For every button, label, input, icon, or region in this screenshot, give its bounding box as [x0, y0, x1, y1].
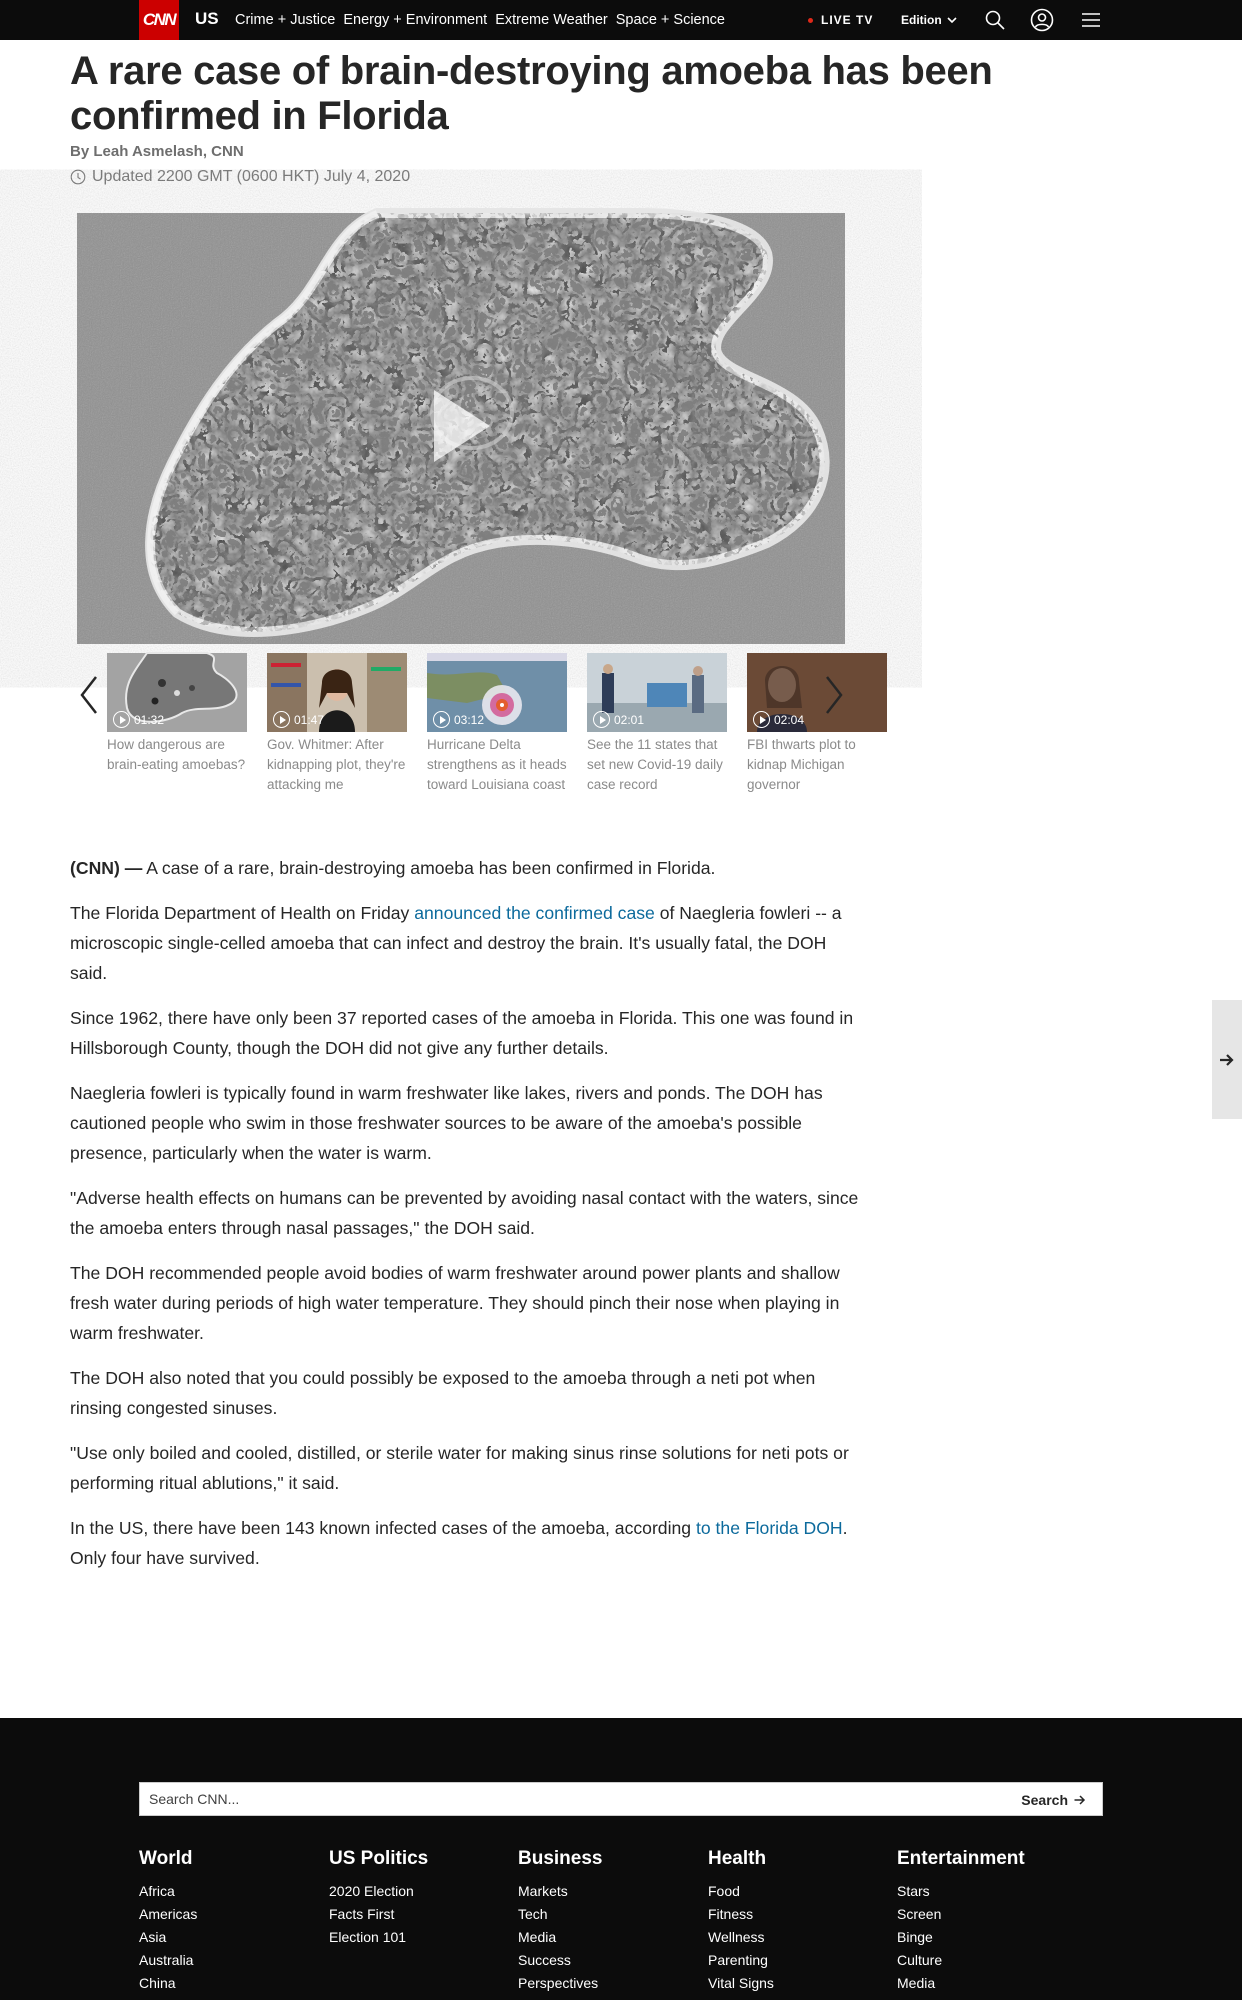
footer-link[interactable]: Culture	[897, 1952, 943, 1968]
clock-icon	[70, 169, 86, 185]
next-article-tab[interactable]	[1212, 1000, 1242, 1119]
footer-link[interactable]: Americas	[139, 1906, 198, 1922]
byline: By Leah Asmelash, CNN	[70, 143, 244, 160]
florida-doh-link[interactable]: to the Florida DOH	[695, 1518, 843, 1538]
live-tv-link[interactable]	[808, 13, 873, 27]
footer-column-us-politics	[329, 1848, 509, 1949]
article-body	[70, 853, 860, 1588]
duration-text: 03:12	[454, 712, 485, 727]
carousel-caption: Gov. Whitmer: After kidnapping plot, they're attacking me	[267, 737, 406, 792]
nav-link-energy-environment[interactable]: Energy + Environment	[343, 12, 488, 28]
footer-link[interactable]: Facts First	[329, 1906, 395, 1922]
play-circle-icon	[433, 711, 450, 728]
carousel-caption: Hurricane Delta strengthens as it heads toward Louisiana coast	[427, 737, 567, 792]
carousel-caption: How dangerous are brain-eating amoebas?	[107, 737, 246, 772]
duration-text: 01:32	[134, 712, 165, 727]
carousel-item[interactable]	[267, 653, 407, 795]
carousel-next-arrow-icon[interactable]	[819, 673, 849, 717]
thumbnail-fbi	[747, 653, 887, 732]
thumbnail-hurricane	[427, 653, 567, 732]
duration-badge	[113, 711, 164, 728]
edition-label: Edition	[901, 13, 942, 27]
arrow-right-icon	[1074, 1795, 1086, 1805]
footer-link[interactable]: 2020 Election	[329, 1883, 414, 1899]
footer-column-title[interactable]: Business	[518, 1848, 603, 1869]
page-title: A rare case of brain-destroying amoeba has been confirmed in Florida	[70, 49, 993, 138]
nav-link-extreme-weather[interactable]: Extreme Weather	[495, 12, 608, 28]
nav-link-crime-justice[interactable]: Crime + Justice	[235, 12, 336, 28]
paragraph-text: A case of a rare, brain-destroying amoeba has been confirmed in Florida.	[142, 858, 716, 878]
duration-badge	[433, 711, 484, 728]
footer-link[interactable]: Asia	[139, 1929, 167, 1945]
duration-text: 02:01	[614, 712, 645, 727]
play-icon[interactable]	[432, 388, 492, 464]
duration-badge	[273, 711, 324, 728]
footer-link[interactable]: Tech	[518, 1906, 548, 1922]
footer-column-world	[139, 1848, 319, 1995]
paragraph: The DOH also noted that you could possibly be exposed to the amoeba through a neti pot when rinsing congested sinuses.	[70, 1368, 816, 1418]
footer-column-entertainment	[897, 1848, 1077, 1995]
duration-badge	[593, 711, 644, 728]
footer-column-title[interactable]: Health	[708, 1848, 767, 1869]
search-icon[interactable]	[983, 8, 1007, 32]
carousel-caption: FBI thwarts plot to kidnap Michigan governor	[747, 737, 856, 792]
footer-link[interactable]: Vital Signs	[708, 1975, 774, 1991]
footer	[0, 1718, 1242, 2000]
source-label: (CNN) —	[70, 858, 143, 878]
footer-column-title[interactable]: US Politics	[329, 1848, 429, 1869]
carousel-caption: See the 11 states that set new Covid-19 daily case record	[587, 737, 723, 792]
menu-icon[interactable]	[1079, 8, 1103, 32]
footer-column-title[interactable]: Entertainment	[897, 1848, 1025, 1869]
footer-column-business	[518, 1848, 698, 1995]
paragraph-text: . Only four have survived.	[70, 1518, 848, 1568]
paragraph: The DOH recommended people avoid bodies of warm freshwater around power plants and shallow fresh water during periods of high water temperature. They should pinch their nose when playing in warm freshwater.	[70, 1263, 840, 1343]
nav-link-space-science[interactable]: Space + Science	[615, 12, 725, 28]
duration-text: 01:47	[294, 712, 325, 727]
account-icon[interactable]	[1030, 8, 1054, 32]
video-player[interactable]	[77, 213, 845, 644]
play-circle-icon	[113, 711, 130, 728]
updated-text: Updated 2200 GMT (0600 HKT) July 4, 2020	[92, 168, 411, 185]
updated-timestamp	[70, 168, 410, 186]
chevron-down-icon	[947, 16, 957, 24]
duration-badge	[753, 711, 804, 728]
footer-column-title[interactable]: World	[139, 1848, 193, 1869]
cnn-logo-text: CNN	[142, 10, 176, 29]
carousel-item[interactable]	[747, 653, 887, 795]
footer-column-health	[708, 1848, 888, 1995]
footer-link[interactable]: Markets	[518, 1883, 568, 1899]
footer-link[interactable]: Australia	[139, 1952, 194, 1968]
footer-link[interactable]: Binge	[897, 1929, 933, 1945]
paragraph: Naegleria fowleri is typically found in warm freshwater like lakes, rivers and ponds. The DOH has cautioned people who swim in those freshwater sources to be aware of the amoeba's possible presence, particularly when the water is warm.	[70, 1083, 823, 1163]
edition-menu[interactable]	[901, 13, 957, 27]
duration-text: 02:04	[774, 712, 805, 727]
play-circle-icon	[753, 711, 770, 728]
paragraph	[70, 898, 860, 988]
thumbnail-amoeba	[107, 653, 247, 732]
paragraph: "Use only boiled and cooled, distilled, or sterile water for making sinus rinse solutions for neti pots or performing ritual ablutions," it said.	[70, 1443, 849, 1493]
thumbnail-whitmer	[267, 653, 407, 732]
footer-search-button[interactable]	[1021, 1792, 1086, 1808]
section-nav	[235, 12, 725, 28]
paragraph-text: The Florida Department of Health on Friday	[70, 903, 415, 923]
carousel-prev-arrow-icon[interactable]	[74, 673, 104, 717]
footer-link[interactable]: Media	[897, 1975, 936, 1991]
footer-link[interactable]: Africa	[139, 1883, 175, 1899]
top-navigation	[0, 0, 1242, 40]
footer-link[interactable]: Fitness	[708, 1906, 754, 1922]
video-carousel	[70, 653, 855, 823]
carousel-track	[107, 653, 856, 823]
carousel-item[interactable]	[107, 653, 247, 775]
footer-link[interactable]: Success	[518, 1952, 571, 1968]
live-dot-icon	[808, 18, 813, 23]
footer-link[interactable]: China	[139, 1975, 176, 1991]
play-circle-icon	[273, 711, 290, 728]
footer-link[interactable]: Food	[708, 1883, 740, 1899]
announcement-link[interactable]: announced the confirmed case	[414, 903, 655, 923]
arrow-right-icon	[1219, 1053, 1235, 1067]
paragraph: Since 1962, there have only been 37 reported cases of the amoeba in Florida. This one was found in Hillsborough County, though the DOH did not give any further details.	[70, 1008, 854, 1058]
footer-link[interactable]: Stars	[897, 1883, 930, 1899]
footer-link[interactable]: Election 101	[329, 1929, 407, 1945]
footer-search	[139, 1782, 1103, 1816]
paragraph: "Adverse health effects on humans can be prevented by avoiding nasal contact with the waters, since the amoeba enters through nasal passages," the DOH said.	[70, 1188, 859, 1238]
paragraph-text: of Naegleria fowleri -- a microscopic single-celled amoeba that can infect and destroy the brain. It's usually fatal, the DOH said.	[70, 903, 842, 983]
footer-link[interactable]: Wellness	[708, 1929, 765, 1945]
carousel-item[interactable]	[587, 653, 727, 795]
section-name[interactable]: US	[195, 9, 219, 28]
footer-link[interactable]: Perspectives	[518, 1975, 599, 1991]
footer-link[interactable]: Parenting	[708, 1952, 768, 1968]
carousel-item[interactable]	[427, 653, 567, 795]
footer-link[interactable]: Screen	[897, 1906, 942, 1922]
footer-link[interactable]: Media	[518, 1929, 557, 1945]
play-circle-icon	[593, 711, 610, 728]
search-button-label: Search	[1021, 1792, 1068, 1808]
footer-search-input[interactable]	[149, 1791, 849, 1807]
paragraph	[70, 853, 860, 883]
live-tv-label: LIVE TV	[821, 13, 874, 27]
paragraph	[70, 1513, 860, 1573]
cnn-logo[interactable]	[139, 0, 179, 40]
thumbnail-covid	[587, 653, 727, 732]
paragraph-text: In the US, there have been 143 known infected cases of the amoeba, according	[70, 1518, 696, 1538]
